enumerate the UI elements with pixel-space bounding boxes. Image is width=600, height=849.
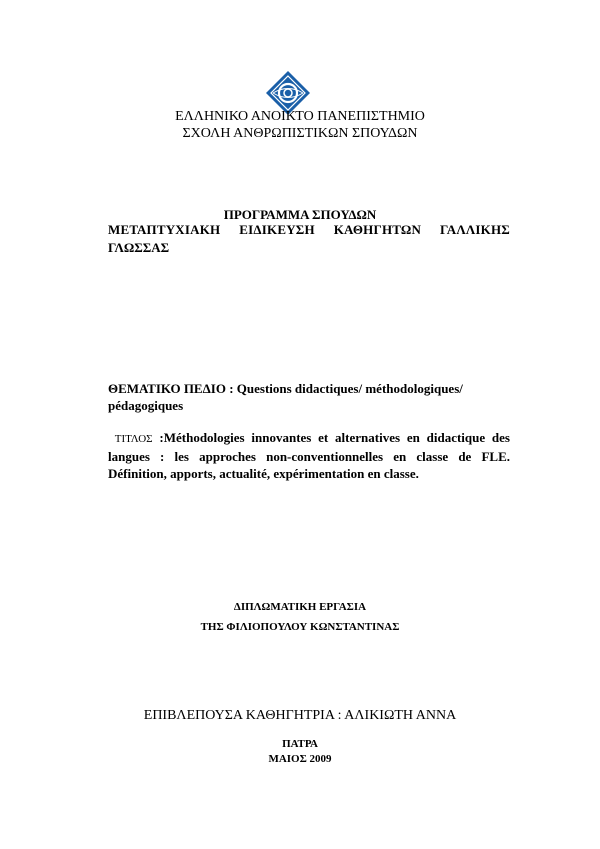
thesis-title (108, 429, 510, 482)
thesis-title-label: ΤΙΤΛΟΣ (114, 433, 153, 445)
thesis-type: ΔΙΠΛΩΜΑΤΙΚΗ ΕΡΓΑΣΙΑ (233, 601, 367, 613)
thesis-title-value: :Méthodologies innovantes et alternatives en didactique des langues : les approches non-conventionnelles en classe de FLE. Définition, apports, actualité, expérimentation en classe. (108, 430, 510, 481)
supervisor: ΕΠΙΒΛΕΠΟΥΣΑ ΚΑΘΗΓΗΤΡΙΑ : ΑΛΙΚΙΩΤΗ ΑΝΝΑ (143, 708, 457, 723)
thematic-field-label: ΘΕΜΑΤΙΚΟ ΠΕΔΙΟ (108, 381, 226, 396)
school-name: ΣΧΟΛΗ ΑΝΘΡΩΠΙΣΤΙΚΩΝ ΣΠΟΥΔΩΝ (182, 126, 418, 141)
thematic-field (108, 380, 510, 414)
program-title: ΠΡΟΓΡΑΜΜΑ ΣΠΟΥΔΩΝ (223, 207, 377, 222)
thematic-field-value: : Questions didactiques/ méthodologiques/ pédagogiques (108, 381, 463, 413)
date: ΜΑΙΟΣ 2009 (268, 753, 332, 765)
university-name: ΕΛΛΗΝΙΚΟ ΑΝΟΙΚΤΟ ΠΑΝΕΠΙΣΤΗΜΙΟ (175, 109, 425, 124)
thesis-author: ΤΗΣ ΦΙΛΙΟΠΟΥΛΟΥ ΚΩΝΣΤΑΝΤΙΝΑΣ (200, 621, 400, 633)
university-header (0, 108, 600, 142)
city: ΠΑΤΡΑ (282, 738, 318, 750)
program-name-line2: ΓΛΩΣΣΑΣ (108, 240, 170, 255)
program-name-line1: ΜΕΤΑΠΤΥΧΙΑΚΗ ΕΙΔΙΚΕΥΣΗ ΚΑΘΗΓΗΤΩΝ ΓΑΛΛΙΚΗΣ (108, 222, 510, 237)
